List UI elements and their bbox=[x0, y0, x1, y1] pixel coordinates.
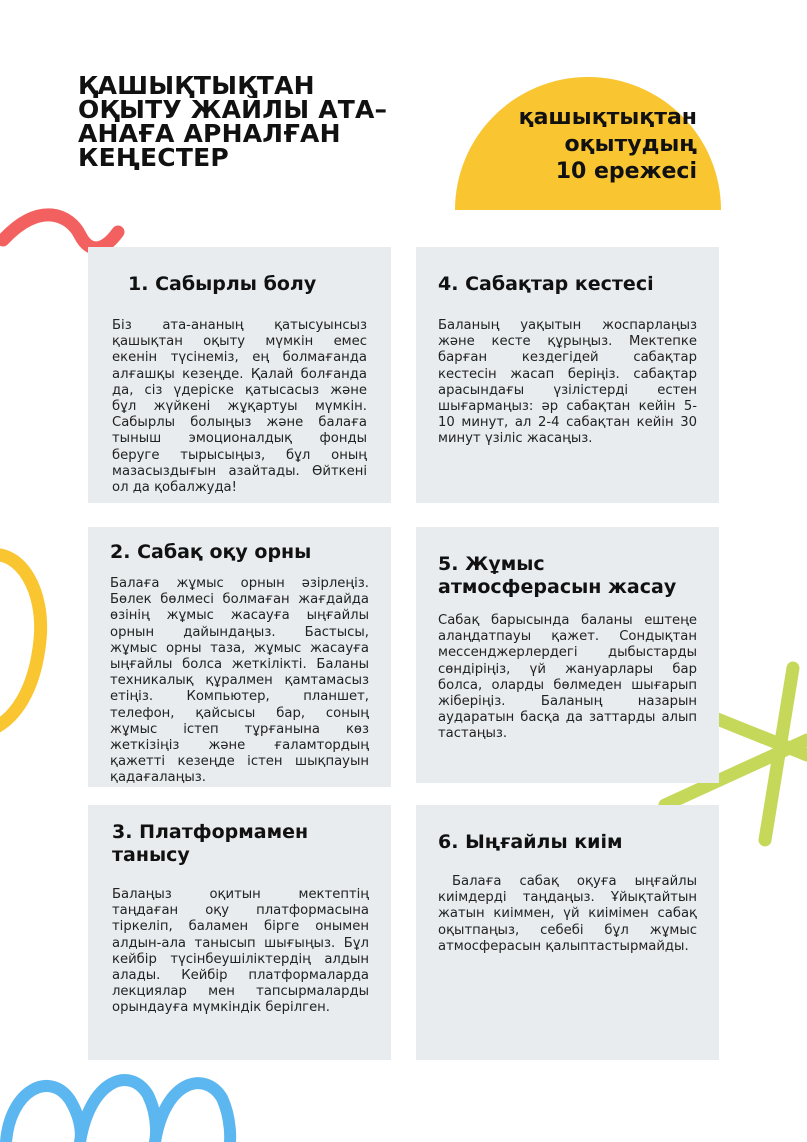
card-heading bbox=[112, 821, 369, 867]
card-heading bbox=[438, 831, 697, 854]
page-title bbox=[78, 71, 408, 172]
tip-card-schedule bbox=[416, 247, 719, 503]
tip-card-atmosphere bbox=[416, 527, 719, 783]
subtitle-line: оқытудың bbox=[564, 132, 697, 157]
card-text: Біз ата-ананың қатысуынсыз қашықтан оқыту мүмкін емес екенін түсінеміз, ең болмағанда алғашқы кезеңде. Қалай болғанда да, сіз үдеріске қатысасыз және бұл жүйкені жұқартуы мүмкін. Сабырлы болыңыз және балаға тыныш эмоционалдық фонды беруге тырысыңыз, бұл оның мазасыздығын азайтады. Өйткені ол да қобалжуда! bbox=[112, 318, 367, 496]
card-number: 6. bbox=[438, 831, 459, 853]
card-text: Балаға жұмыс орнын әзірлеңіз. Бөлек бөлмесі болмаған жағдайда өзінің жұмыс жасауға ыңғайлы орнын дайындаңыз. Бастысы, жұмыс орны таза, жұмыс жасауға ыңғайлы болса жеткілікті. Баланы техникалық құралмен қамтамасыз етіңіз. Компьютер, планшет, телефон, қайсысы бар, соның жұмыс істеп тұрғанына көз жеткізіңіз және ғаламтордың қажетті кезеңде істен шықпауын қадағалаңыз. bbox=[110, 576, 369, 786]
title-line: ҚАШЫҚТЫҚТАН bbox=[78, 71, 315, 100]
title-line: ОҚЫТУ ЖАЙЛЫ АТА– bbox=[78, 95, 388, 124]
card-number: 3. bbox=[112, 821, 133, 843]
card-title: Ыңғайлы киім bbox=[465, 831, 623, 853]
card-number: 1. bbox=[128, 273, 149, 295]
card-text: Баланың уақытын жоспарлаңыз және кесте құрыңыз. Мектепке барған кездегідей сабақтар кестесін жасап беріңіз. сабақтар арасындағы үзілістерді естен шығармаңыз: әр сабақтан кейін 5-10 минут, ал 2-4 сабақтан кейін 30 минут үзіліс жасаңыз. bbox=[438, 318, 697, 447]
yellow-curve bbox=[0, 555, 41, 730]
card-number: 4. bbox=[438, 273, 459, 295]
red-squiggle bbox=[3, 215, 118, 248]
card-heading bbox=[112, 273, 367, 296]
card-title: Сабақтар кестесі bbox=[465, 273, 654, 295]
card-title: Платформамен танысу bbox=[112, 821, 309, 866]
card-title: Жұмыс атмосферасын жасау bbox=[438, 553, 677, 598]
card-text: Сабақ барысында баланы ештеңе алаңдатпауы қажет. Сондықтан мессенджерлердегі дыбыстарды сөндіріңіз, үй жануарлары бар болса, оларды бөлмеден шығарып жіберіңіз. Баланың назарын аударатын басқа да заттарды алып тастаңыз. bbox=[438, 613, 697, 742]
card-heading bbox=[438, 553, 697, 599]
card-number: 5. bbox=[438, 553, 459, 575]
blue-loops bbox=[6, 1080, 230, 1142]
card-heading bbox=[110, 541, 369, 564]
tip-card-platform bbox=[88, 805, 391, 1060]
card-title: Сабырлы болу bbox=[155, 273, 317, 295]
tip-card-clothing bbox=[416, 805, 719, 1060]
card-text: Балаңыз оқитын мектептің таңдаған оқу платформасына тіркеліп, баламен бірге онымен алдын-ала танысып шығыңыз. Бұл кейбір түсінбеушіліктердің алдын алады. Кейбір платформаларда лекциялар мен тапсырмаларды орындауға мүмкіндік берілген. bbox=[112, 887, 369, 1016]
tip-card-patience bbox=[88, 247, 391, 503]
card-title: Сабақ оқу орны bbox=[137, 541, 312, 563]
title-line: АНАҒА АРНАЛҒАН bbox=[78, 119, 341, 148]
tip-card-workplace bbox=[88, 527, 391, 787]
card-number: 2. bbox=[110, 541, 131, 563]
card-heading bbox=[438, 273, 697, 296]
title-line: КЕҢЕСТЕР bbox=[78, 143, 229, 172]
card-text: Балаға сабақ оқуға ыңғайлы киімдерді таңдаңыз. Ұйықтайтын жатын киіммен, үй киімімен сабақ оқытпаңыз, себебі бұл жұмыс атмосферасын қалыптастырмайды. bbox=[438, 874, 697, 954]
subtitle-line: 10 ережесі bbox=[555, 159, 697, 184]
subtitle-badge bbox=[519, 104, 697, 185]
subtitle-line: қашықтықтан bbox=[518, 105, 697, 130]
